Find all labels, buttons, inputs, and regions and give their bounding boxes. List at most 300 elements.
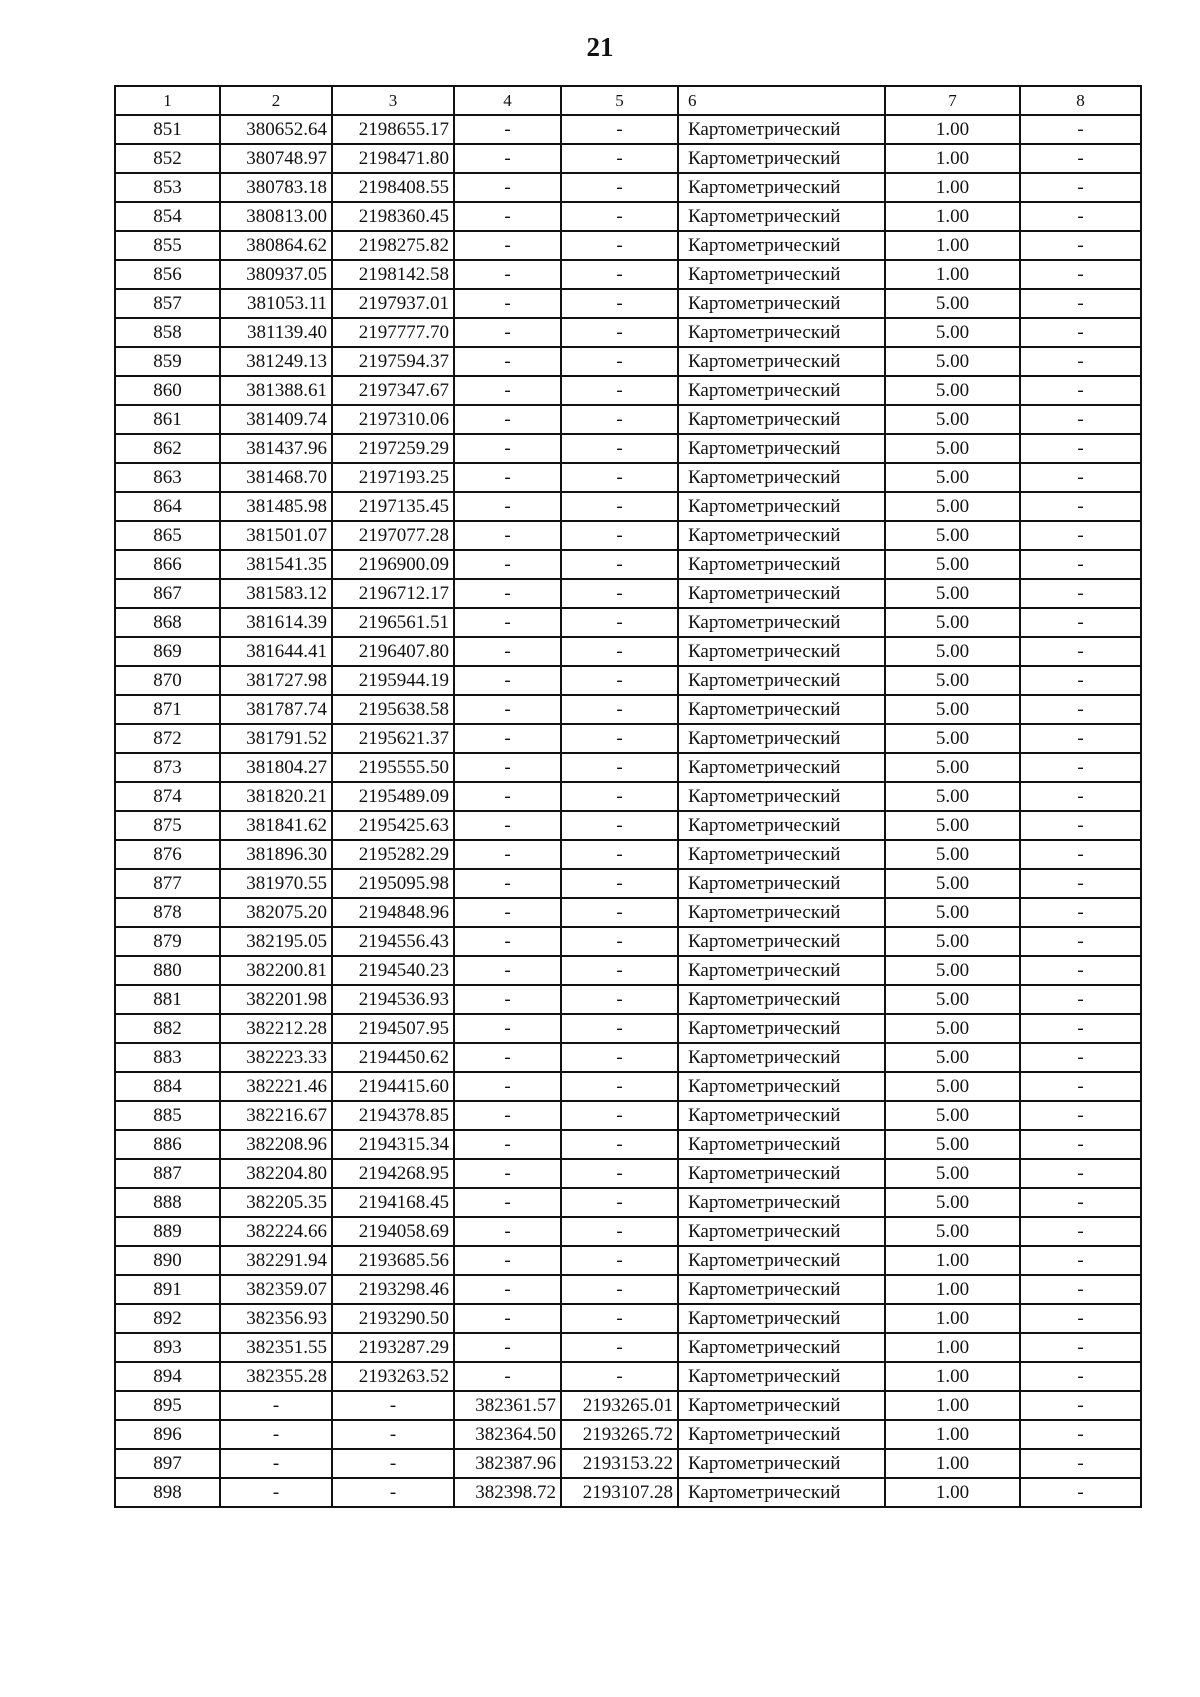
table-cell: - — [561, 1014, 678, 1043]
table-cell: 2197259.29 — [332, 434, 454, 463]
table-cell: 869 — [115, 637, 220, 666]
table-cell: - — [1020, 840, 1141, 869]
table-cell: 893 — [115, 1333, 220, 1362]
table-header-row — [115, 86, 1141, 115]
table-cell: 896 — [115, 1420, 220, 1449]
table-cell: 880 — [115, 956, 220, 985]
table-cell: 381804.27 — [220, 753, 332, 782]
table-cell: 2198360.45 — [332, 202, 454, 231]
table-cell: 2196900.09 — [332, 550, 454, 579]
table-cell: 1.00 — [885, 1362, 1020, 1391]
table-cell: - — [454, 1304, 561, 1333]
table-cell: - — [454, 956, 561, 985]
table-cell: - — [1020, 405, 1141, 434]
table-cell: - — [454, 115, 561, 144]
table-cell: 2193290.50 — [332, 1304, 454, 1333]
table-cell: 381053.11 — [220, 289, 332, 318]
table-cell: 868 — [115, 608, 220, 637]
table-cell: 2194268.95 — [332, 1159, 454, 1188]
table-cell: - — [332, 1420, 454, 1449]
table-cell: 381139.40 — [220, 318, 332, 347]
table-cell: 381644.41 — [220, 637, 332, 666]
table-cell: 2197777.70 — [332, 318, 454, 347]
table-cell: 382359.07 — [220, 1275, 332, 1304]
table-cell: - — [1020, 782, 1141, 811]
table-cell: - — [1020, 956, 1141, 985]
table-cell: 2197937.01 — [332, 289, 454, 318]
table-cell: - — [220, 1420, 332, 1449]
table-cell: 854 — [115, 202, 220, 231]
table-row — [115, 550, 1141, 579]
table-cell: - — [454, 434, 561, 463]
table-cell: 2195638.58 — [332, 695, 454, 724]
table-cell: Картометрический — [678, 1130, 885, 1159]
table-cell: Картометрический — [678, 289, 885, 318]
table-cell: 381896.30 — [220, 840, 332, 869]
table-row — [115, 956, 1141, 985]
table-cell: - — [454, 260, 561, 289]
table-cell: Картометрический — [678, 1391, 885, 1420]
table-cell: - — [561, 492, 678, 521]
table-row — [115, 492, 1141, 521]
table-cell: - — [454, 1333, 561, 1362]
table-cell: 2197347.67 — [332, 376, 454, 405]
table-cell: - — [454, 753, 561, 782]
table-cell: 382212.28 — [220, 1014, 332, 1043]
table-cell: 872 — [115, 724, 220, 753]
table-cell: Картометрический — [678, 115, 885, 144]
table-cell: - — [1020, 1217, 1141, 1246]
table-cell: 382355.28 — [220, 1362, 332, 1391]
table-cell: - — [332, 1391, 454, 1420]
table-cell: - — [1020, 1304, 1141, 1333]
table-row — [115, 260, 1141, 289]
table-cell: - — [1020, 927, 1141, 956]
table-cell: Картометрический — [678, 318, 885, 347]
table-row — [115, 840, 1141, 869]
table-cell: 2194507.95 — [332, 1014, 454, 1043]
table-cell: 858 — [115, 318, 220, 347]
table-cell: - — [454, 898, 561, 927]
table-row — [115, 985, 1141, 1014]
table-row — [115, 521, 1141, 550]
table-cell: 2194848.96 — [332, 898, 454, 927]
table-cell: 380748.97 — [220, 144, 332, 173]
table-cell: - — [561, 318, 678, 347]
table-cell: - — [561, 1130, 678, 1159]
table-row — [115, 898, 1141, 927]
table-cell: - — [454, 550, 561, 579]
table-cell: Картометрический — [678, 463, 885, 492]
table-cell: Картометрический — [678, 434, 885, 463]
table-cell: - — [454, 1217, 561, 1246]
table-cell: 381501.07 — [220, 521, 332, 550]
table-cell: 382223.33 — [220, 1043, 332, 1072]
table-cell: 381791.52 — [220, 724, 332, 753]
table-cell: 1.00 — [885, 231, 1020, 260]
table-cell: Картометрический — [678, 637, 885, 666]
table-cell: 2193265.72 — [561, 1420, 678, 1449]
table-cell: 5.00 — [885, 1043, 1020, 1072]
table-cell: 5.00 — [885, 1188, 1020, 1217]
table-cell: 380864.62 — [220, 231, 332, 260]
table-cell: 1.00 — [885, 1275, 1020, 1304]
table-row — [115, 811, 1141, 840]
table-cell: 5.00 — [885, 811, 1020, 840]
table-cell: 1.00 — [885, 1420, 1020, 1449]
table-cell: - — [1020, 1275, 1141, 1304]
column-header: 2 — [220, 86, 332, 115]
table-cell: - — [1020, 608, 1141, 637]
table-cell: 879 — [115, 927, 220, 956]
table-cell: - — [454, 724, 561, 753]
table-cell: 878 — [115, 898, 220, 927]
table-cell: - — [454, 579, 561, 608]
table-cell: 2195555.50 — [332, 753, 454, 782]
table-cell: 382195.05 — [220, 927, 332, 956]
table-cell: Картометрический — [678, 1449, 885, 1478]
table-cell: 867 — [115, 579, 220, 608]
table-cell: - — [454, 1159, 561, 1188]
table-cell: 856 — [115, 260, 220, 289]
table-cell: 5.00 — [885, 898, 1020, 927]
table-cell: 881 — [115, 985, 220, 1014]
table-cell: 870 — [115, 666, 220, 695]
table-cell: Картометрический — [678, 1362, 885, 1391]
table-cell: 382200.81 — [220, 956, 332, 985]
table-cell: - — [1020, 463, 1141, 492]
table-cell: - — [1020, 811, 1141, 840]
table-cell: Картометрический — [678, 695, 885, 724]
table-cell: 2193685.56 — [332, 1246, 454, 1275]
table-row — [115, 1159, 1141, 1188]
table-cell: 382356.93 — [220, 1304, 332, 1333]
table-cell: 874 — [115, 782, 220, 811]
table-cell: 5.00 — [885, 724, 1020, 753]
table-cell: - — [1020, 376, 1141, 405]
table-cell: - — [561, 173, 678, 202]
table-cell: Картометрический — [678, 985, 885, 1014]
table-cell: 1.00 — [885, 202, 1020, 231]
table-cell: 2197310.06 — [332, 405, 454, 434]
table-cell: Картометрический — [678, 521, 885, 550]
table-cell: 2194536.93 — [332, 985, 454, 1014]
table-cell: 863 — [115, 463, 220, 492]
table-cell: - — [454, 927, 561, 956]
table-cell: 889 — [115, 1217, 220, 1246]
table-cell: 381468.70 — [220, 463, 332, 492]
table-cell: - — [1020, 318, 1141, 347]
table-cell: 380652.64 — [220, 115, 332, 144]
table-cell: - — [454, 1362, 561, 1391]
table-cell: 2197135.45 — [332, 492, 454, 521]
table-cell: - — [561, 608, 678, 637]
table-cell: - — [561, 260, 678, 289]
table-cell: - — [1020, 1478, 1141, 1507]
table-cell: - — [1020, 898, 1141, 927]
table-cell: - — [1020, 115, 1141, 144]
table-cell: 2193263.52 — [332, 1362, 454, 1391]
table-cell: 381437.96 — [220, 434, 332, 463]
table-cell: Картометрический — [678, 405, 885, 434]
page-number: 21 — [586, 32, 614, 62]
table-cell: 2194540.23 — [332, 956, 454, 985]
table-cell: 887 — [115, 1159, 220, 1188]
table-cell: - — [1020, 666, 1141, 695]
table-cell: 381541.35 — [220, 550, 332, 579]
table-cell: Картометрический — [678, 144, 885, 173]
table-cell: - — [561, 811, 678, 840]
table-cell: - — [561, 637, 678, 666]
table-row — [115, 1188, 1141, 1217]
table-cell: - — [454, 1130, 561, 1159]
table-cell: 5.00 — [885, 463, 1020, 492]
table-cell: - — [454, 1275, 561, 1304]
table-cell: - — [1020, 173, 1141, 202]
table-cell: 382224.66 — [220, 1217, 332, 1246]
table-cell: 5.00 — [885, 840, 1020, 869]
table-cell: Картометрический — [678, 1043, 885, 1072]
table-cell: - — [561, 405, 678, 434]
table-cell: - — [454, 1188, 561, 1217]
table-cell: - — [561, 1362, 678, 1391]
table-cell: - — [1020, 869, 1141, 898]
table-cell: 895 — [115, 1391, 220, 1420]
table-cell: 2194450.62 — [332, 1043, 454, 1072]
table-row — [115, 405, 1141, 434]
table-cell: - — [1020, 637, 1141, 666]
table-cell: 382221.46 — [220, 1072, 332, 1101]
table-row — [115, 1130, 1141, 1159]
table-cell: - — [1020, 1130, 1141, 1159]
table-cell: 864 — [115, 492, 220, 521]
table-cell: 5.00 — [885, 521, 1020, 550]
table-cell: - — [454, 1101, 561, 1130]
table-cell: - — [561, 985, 678, 1014]
table-cell: 382351.55 — [220, 1333, 332, 1362]
table-cell: - — [561, 1304, 678, 1333]
table-cell: 2198655.17 — [332, 115, 454, 144]
table-cell: 382387.96 — [454, 1449, 561, 1478]
table-cell: - — [561, 869, 678, 898]
table-cell: - — [561, 1043, 678, 1072]
table-cell: Картометрический — [678, 1101, 885, 1130]
table-cell: 5.00 — [885, 753, 1020, 782]
table-cell: 2196407.80 — [332, 637, 454, 666]
table-row — [115, 463, 1141, 492]
table-cell: 5.00 — [885, 1159, 1020, 1188]
table-cell: 381841.62 — [220, 811, 332, 840]
table-cell: 381485.98 — [220, 492, 332, 521]
table-cell: Картометрический — [678, 1188, 885, 1217]
table-cell: 5.00 — [885, 782, 1020, 811]
table-row — [115, 115, 1141, 144]
table-cell: - — [1020, 1333, 1141, 1362]
table-cell: - — [561, 1072, 678, 1101]
table-cell: - — [1020, 1159, 1141, 1188]
table-cell: 1.00 — [885, 1246, 1020, 1275]
table-cell: - — [561, 521, 678, 550]
table-cell: 2194415.60 — [332, 1072, 454, 1101]
column-header: 6 — [678, 86, 885, 115]
table-cell: 888 — [115, 1188, 220, 1217]
table-cell: 2195944.19 — [332, 666, 454, 695]
table-cell: - — [454, 376, 561, 405]
table-cell: Картометрический — [678, 782, 885, 811]
table-row — [115, 318, 1141, 347]
table-cell: 897 — [115, 1449, 220, 1478]
table-cell: 380813.00 — [220, 202, 332, 231]
table-row — [115, 347, 1141, 376]
table-cell: 5.00 — [885, 289, 1020, 318]
table-cell: 862 — [115, 434, 220, 463]
table-cell: 5.00 — [885, 956, 1020, 985]
table-cell: - — [561, 550, 678, 579]
table-cell: 382201.98 — [220, 985, 332, 1014]
table-row — [115, 231, 1141, 260]
table-cell: - — [1020, 1362, 1141, 1391]
table-cell: 2193107.28 — [561, 1478, 678, 1507]
table-cell: 382398.72 — [454, 1478, 561, 1507]
table-cell: 1.00 — [885, 1391, 1020, 1420]
table-cell: 382208.96 — [220, 1130, 332, 1159]
table-cell: 883 — [115, 1043, 220, 1072]
table-row — [115, 434, 1141, 463]
table-cell: 871 — [115, 695, 220, 724]
table-cell: 381727.98 — [220, 666, 332, 695]
table-cell: - — [1020, 1391, 1141, 1420]
table-cell: 860 — [115, 376, 220, 405]
table-cell: - — [561, 753, 678, 782]
table-row — [115, 1304, 1141, 1333]
table-cell: - — [1020, 434, 1141, 463]
table-cell: - — [332, 1478, 454, 1507]
table-cell: - — [561, 1159, 678, 1188]
table-cell: - — [332, 1449, 454, 1478]
table-cell: - — [454, 521, 561, 550]
table-cell: 2198142.58 — [332, 260, 454, 289]
table-cell: 382291.94 — [220, 1246, 332, 1275]
table-cell: 381388.61 — [220, 376, 332, 405]
table-cell: - — [561, 1101, 678, 1130]
table-cell: 5.00 — [885, 376, 1020, 405]
table-cell: - — [561, 144, 678, 173]
table-cell: 5.00 — [885, 550, 1020, 579]
table-cell: - — [454, 985, 561, 1014]
table-cell: - — [561, 695, 678, 724]
table-cell: 5.00 — [885, 434, 1020, 463]
table-cell: - — [1020, 202, 1141, 231]
table-cell: - — [561, 1217, 678, 1246]
table-cell: Картометрический — [678, 376, 885, 405]
table-cell: - — [561, 1246, 678, 1275]
table-cell: Картометрический — [678, 1478, 885, 1507]
table-cell: 2193153.22 — [561, 1449, 678, 1478]
table-cell: - — [1020, 1188, 1141, 1217]
table-cell: 5.00 — [885, 318, 1020, 347]
table-cell: 1.00 — [885, 173, 1020, 202]
table-cell: - — [454, 608, 561, 637]
table-cell: - — [454, 144, 561, 173]
column-header: 1 — [115, 86, 220, 115]
table-cell: 382361.57 — [454, 1391, 561, 1420]
table-cell: Картометрический — [678, 550, 885, 579]
table-cell: Картометрический — [678, 608, 885, 637]
table-cell: - — [454, 1246, 561, 1275]
table-cell: - — [454, 840, 561, 869]
table-row — [115, 1478, 1141, 1507]
table-cell: 382364.50 — [454, 1420, 561, 1449]
table-cell: 5.00 — [885, 492, 1020, 521]
table-cell: - — [454, 1014, 561, 1043]
table-cell: Картометрический — [678, 231, 885, 260]
table-cell: - — [454, 318, 561, 347]
table-cell: 2193298.46 — [332, 1275, 454, 1304]
table-cell: - — [220, 1478, 332, 1507]
table-cell: 5.00 — [885, 695, 1020, 724]
table-cell: 885 — [115, 1101, 220, 1130]
table-cell: 892 — [115, 1304, 220, 1333]
column-header: 8 — [1020, 86, 1141, 115]
table-cell: 381249.13 — [220, 347, 332, 376]
table-cell: 1.00 — [885, 144, 1020, 173]
table-row — [115, 1333, 1141, 1362]
table-cell: - — [561, 434, 678, 463]
table-cell: 877 — [115, 869, 220, 898]
table-row — [115, 144, 1141, 173]
table-row — [115, 666, 1141, 695]
table-row — [115, 1449, 1141, 1478]
table-cell: 2196561.51 — [332, 608, 454, 637]
table-cell: - — [1020, 985, 1141, 1014]
table-cell: 5.00 — [885, 666, 1020, 695]
table-cell: 2194315.34 — [332, 1130, 454, 1159]
table-cell: - — [1020, 1072, 1141, 1101]
table-cell: - — [220, 1449, 332, 1478]
table-cell: 2198471.80 — [332, 144, 454, 173]
table-row — [115, 637, 1141, 666]
table-cell: - — [561, 347, 678, 376]
table-cell: 852 — [115, 144, 220, 173]
table-row — [115, 695, 1141, 724]
table-cell: 2198275.82 — [332, 231, 454, 260]
table-cell: 2193287.29 — [332, 1333, 454, 1362]
table-cell: 898 — [115, 1478, 220, 1507]
table-cell: - — [454, 347, 561, 376]
table-cell: 5.00 — [885, 1014, 1020, 1043]
table-cell: - — [1020, 753, 1141, 782]
table-cell: 5.00 — [885, 637, 1020, 666]
table-cell: Картометрический — [678, 753, 885, 782]
table-row — [115, 1275, 1141, 1304]
table-cell: 2197594.37 — [332, 347, 454, 376]
table-cell: 2197193.25 — [332, 463, 454, 492]
column-header: 4 — [454, 86, 561, 115]
table-cell: - — [454, 811, 561, 840]
table-cell: - — [1020, 492, 1141, 521]
table-cell: 2198408.55 — [332, 173, 454, 202]
table-cell: 381583.12 — [220, 579, 332, 608]
table-cell: Картометрический — [678, 347, 885, 376]
table-cell: 5.00 — [885, 927, 1020, 956]
table-cell: 381820.21 — [220, 782, 332, 811]
table-row — [115, 927, 1141, 956]
table-cell: 2195282.29 — [332, 840, 454, 869]
table-cell: 2194378.85 — [332, 1101, 454, 1130]
table-cell: - — [561, 231, 678, 260]
table-cell: Картометрический — [678, 666, 885, 695]
table-cell: 382205.35 — [220, 1188, 332, 1217]
